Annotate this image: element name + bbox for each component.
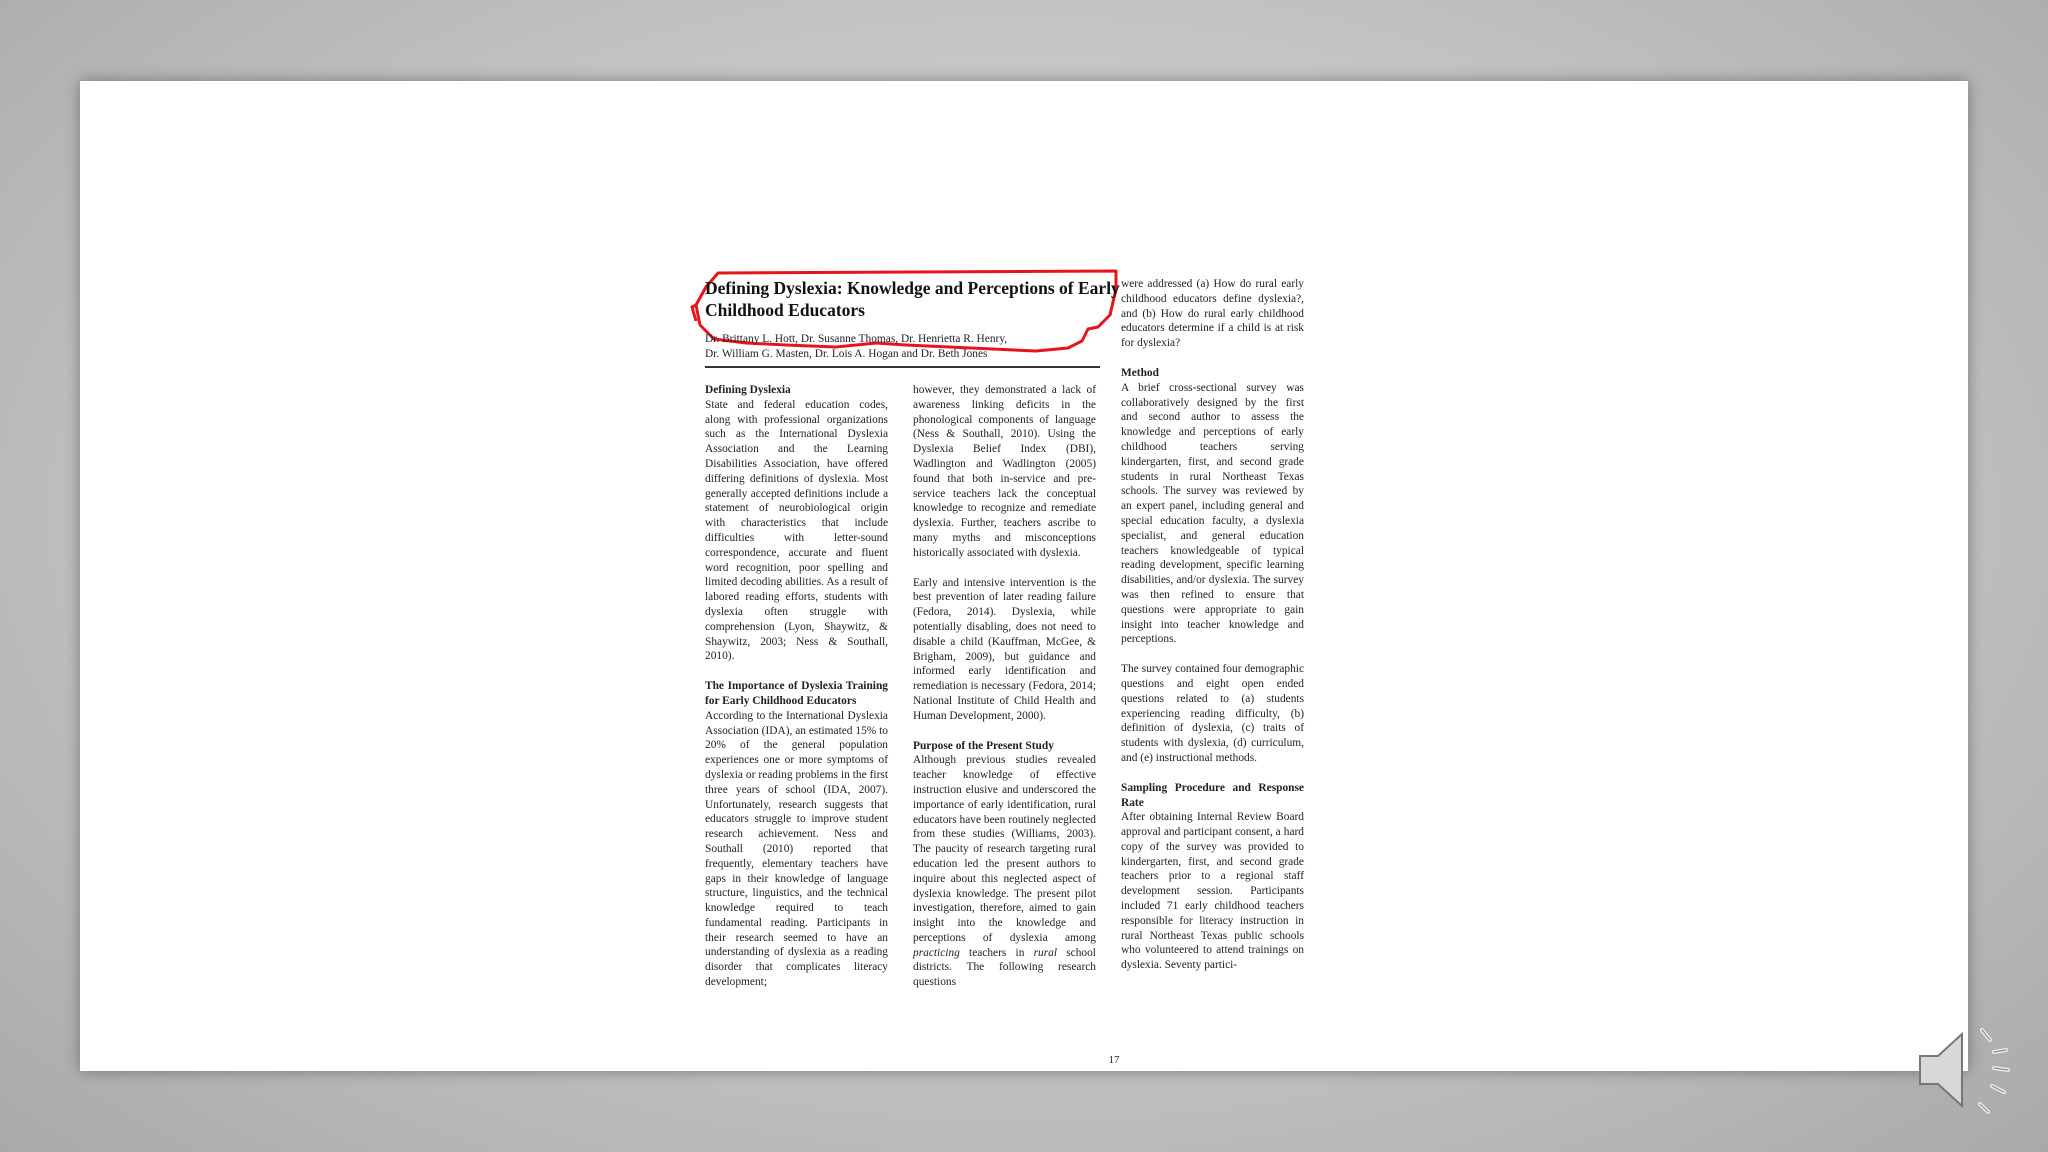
paragraph — [913, 753, 1096, 990]
column-2 — [913, 383, 1096, 1005]
section-heading: Purpose of the Present Study — [913, 739, 1054, 752]
emphasis: rural — [1033, 946, 1058, 959]
column-3 — [1121, 277, 1304, 988]
emphasis: practicing — [913, 946, 960, 959]
slide — [80, 81, 1968, 1071]
article-page — [694, 185, 1414, 1085]
section-heading: Sampling Procedure and Response Rate — [1121, 781, 1304, 809]
section-heading: Defining Dyslexia — [705, 384, 791, 396]
article-title: Defining Dyslexia: Knowledge and Perceptions of Early Childhood Educators — [705, 278, 1120, 320]
paragraph: After obtaining Internal Review Board approval and participant consent, a hard copy of the survey was provided to kindergarten, first, and second grade teachers prior to a regional staff development session. Participants included 71 early childhood teachers responsible for literacy instruction in rural Northeast Texas public schools who volunteered to attend trainings on dyslexia. Seventy partici- — [1121, 811, 1304, 972]
page-number: 17 — [1108, 1054, 1120, 1066]
text-run: Although previous studies revealed teacher knowledge of effective instruction elusive and underscored the importance of early identification, rural educators have been routinely neglected from these studies (Williams, 2003). The paucity of research targeting rural education led the present authors to inquire about this neglected aspect of dyslexia knowledge. The present pilot investigation, therefore, aimed to gain insight into the knowledge and perceptions of dyslexia among — [913, 754, 1096, 944]
paragraph: were addressed (a) How do rural early childhood educators define dyslexia?, and (b) How do rural early childhood educators determine if a child is at risk for dyslexia? — [1121, 278, 1304, 350]
title-rule — [705, 366, 1100, 368]
text-run: teachers in — [969, 946, 1025, 959]
paragraph: State and federal education codes, along with professional organizations such as the International Dyslexia Association and the Learning Disabilities Association, have offered differing definitions of dyslexia. Most generally accepted definitions include a statement of neurobiological origin with characteristics that include difficulties with letter-sound correspondence, accurate and fluent word recognition, poor spelling and limited decoding abilities. As a result of labored reading efforts, students with dyslexia often struggle with comprehension (Lyon, Shaywitz, & Shaywitz, 2003; Ness & Southall, 2010). — [705, 398, 888, 663]
author-line: Dr. Brittany L. Hott, Dr. Susanne Thomas, Dr. Henrietta R. Henry, — [705, 333, 1008, 345]
column-1 — [705, 383, 888, 1005]
speaker-icon[interactable] — [1916, 1020, 2016, 1120]
section-heading: The Importance of Dyslexia Training for Early Childhood Educators — [705, 680, 888, 707]
paragraph: A brief cross-sectional survey was collaboratively designed by the first and second author to assess the knowledge and perceptions of early childhood teachers serving kindergarten, first, and second grade students in rural Northeast Texas schools. The survey was reviewed by an expert panel, including general and special education faculty, a dyslexia specialist, and general education teachers knowledgeable of typical reading development, specific learning disabilities, and/or dyslexia. The survey was then refined to ensure that questions were appropriate to gain insight into teacher knowledge and perceptions. — [1121, 381, 1304, 646]
author-line: Dr. William G. Masten, Dr. Lois A. Hogan and Dr. Beth Jones — [705, 348, 988, 360]
paragraph: According to the International Dyslexia Association (IDA), an estimated 15% to 20% of the general population experiences one or more symptoms of dyslexia or reading problems in the first three years of school (IDA, 2007). Unfortunately, research suggests that educators struggle to improve student research achievement. Ness and Southall (2010) reported that frequently, elementary teachers have gaps in their knowledge of language structure, linguistics, and the technical knowledge required to teach fundamental reading. Participants in their research seemed to have an understanding of dyslexia as a reading disorder that complicates literacy development; — [705, 709, 888, 989]
text-run: school districts. The following research questions — [913, 946, 1096, 989]
section-heading: Method — [1121, 366, 1159, 379]
paragraph: The survey contained four demographic questions and eight open ended questions related to (a) students experiencing reading difficulty, (b) definition of dyslexia, (c) traits of students with dyslexia, (d) curriculum, and (e) instructional methods. — [1121, 663, 1304, 764]
paragraph: however, they demonstrated a lack of awareness linking deficits in the phonological components of language (Ness & Southall, 2010). Using the Dyslexia Belief Index (DBI), Wadlington and Wadlington (2005) found that both in-service and pre-service teachers lack the conceptual knowledge to recognize and remediate dyslexia. Further, teachers ascribe to many myths and misconceptions historically associated with dyslexia. — [913, 384, 1096, 559]
author-list — [705, 332, 1065, 362]
paragraph: Early and intensive intervention is the best prevention of later reading failure (Fedora, 2014). Dyslexia, while potentially disabling, does not need to disable a child (Kauffman, McGee, & Brigham, 2009), but guidance and informed early identification and remediation is necessary (Fedora, 2014; National Institute of Child Health and Human Development, 2000). — [913, 576, 1096, 722]
